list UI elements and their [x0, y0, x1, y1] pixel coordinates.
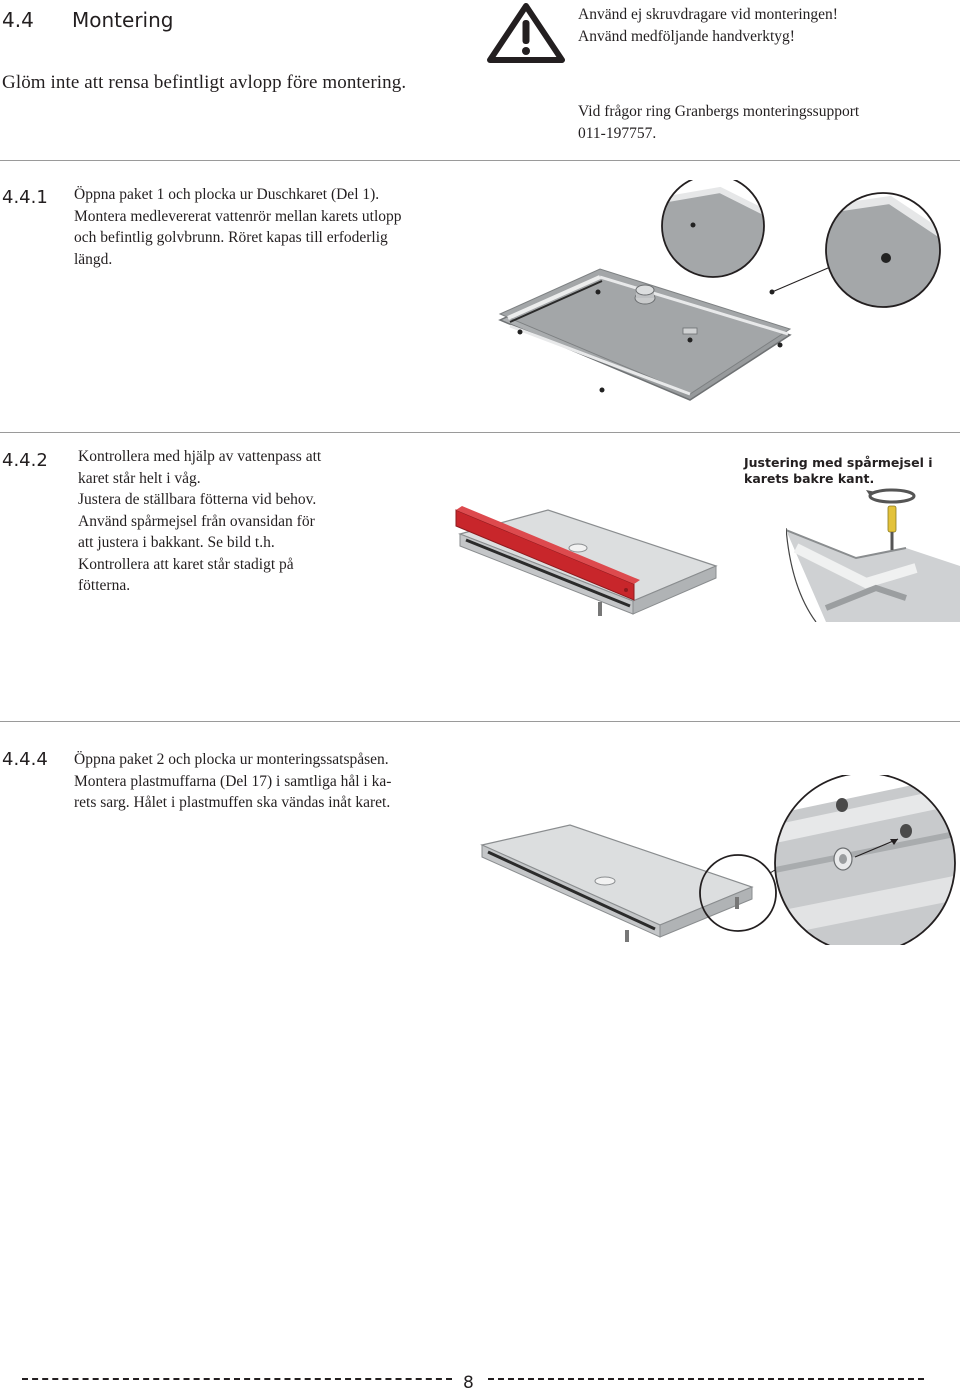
step-text [74, 184, 402, 270]
step-line: längd. [74, 250, 113, 268]
footer-rule-left [22, 1378, 452, 1380]
step-number: 4.4.2 [2, 450, 48, 471]
page-title: Montering [72, 8, 174, 32]
support-text [578, 101, 859, 144]
step-line: Montera medlevererat vattenrör mellan karets utlopp [74, 207, 402, 225]
step-line: och befintlig golvbrunn. Röret kapas till erfoderlig [74, 229, 388, 246]
caption-line: karets bakre kant. [744, 471, 875, 486]
shower-tray-illustration [490, 180, 960, 410]
divider [0, 160, 960, 161]
step-line: att justera i bakkant. Se bild t.h. [78, 534, 275, 551]
section-number: 4.4 [2, 8, 34, 32]
level-tray-illustration [448, 496, 728, 626]
step-line: Kontrollera att karet står stadigt på [78, 555, 294, 573]
step-text [78, 446, 321, 597]
warning-triangle-icon [486, 2, 566, 64]
page-number: 8 [463, 1373, 474, 1393]
step-number: 4.4.4 [2, 749, 48, 770]
step-line: Öppna paket 1 och plocka ur Duschkaret (Del 1). [74, 186, 380, 203]
step-line: Montera plastmuffarna (Del 17) i samtliga hål i ka- [74, 772, 392, 790]
footer-rule-right [488, 1378, 924, 1380]
divider [0, 432, 960, 433]
intro-text: Glöm inte att rensa befintligt avlopp före montering. [2, 72, 407, 93]
support-line: Vid frågor ring Granbergs monteringssupport [578, 103, 860, 120]
warning-line: Använd medföljande handverktyg! [578, 27, 795, 45]
screwdriver-detail-illustration [786, 488, 960, 622]
warning-line: Använd ej skruvdragare vid monteringen! [578, 6, 838, 23]
step-text [74, 749, 391, 814]
step-line: Kontrollera med hjälp av vattenpass att [78, 448, 322, 465]
step-line: karet står helt i våg. [78, 469, 201, 487]
step-line: rets sarg. Hålet i plastmuffen ska vändas inåt karet. [74, 794, 391, 811]
plastic-muff-illustration [470, 775, 960, 945]
step-line: Använd spårmejsel från ovansidan för [78, 512, 315, 530]
divider [0, 721, 960, 722]
step-line: Justera de ställbara fötterna vid behov. [78, 491, 317, 508]
step-line: Öppna paket 2 och plocka ur monteringssatspåsen. [74, 751, 389, 768]
step-number: 4.4.1 [2, 187, 48, 208]
warning-text [578, 4, 838, 47]
image-caption [744, 455, 933, 487]
caption-line: Justering med spårmejsel i [744, 455, 933, 470]
support-line: 011-197757. [578, 124, 657, 142]
step-line: fötterna. [78, 577, 131, 594]
